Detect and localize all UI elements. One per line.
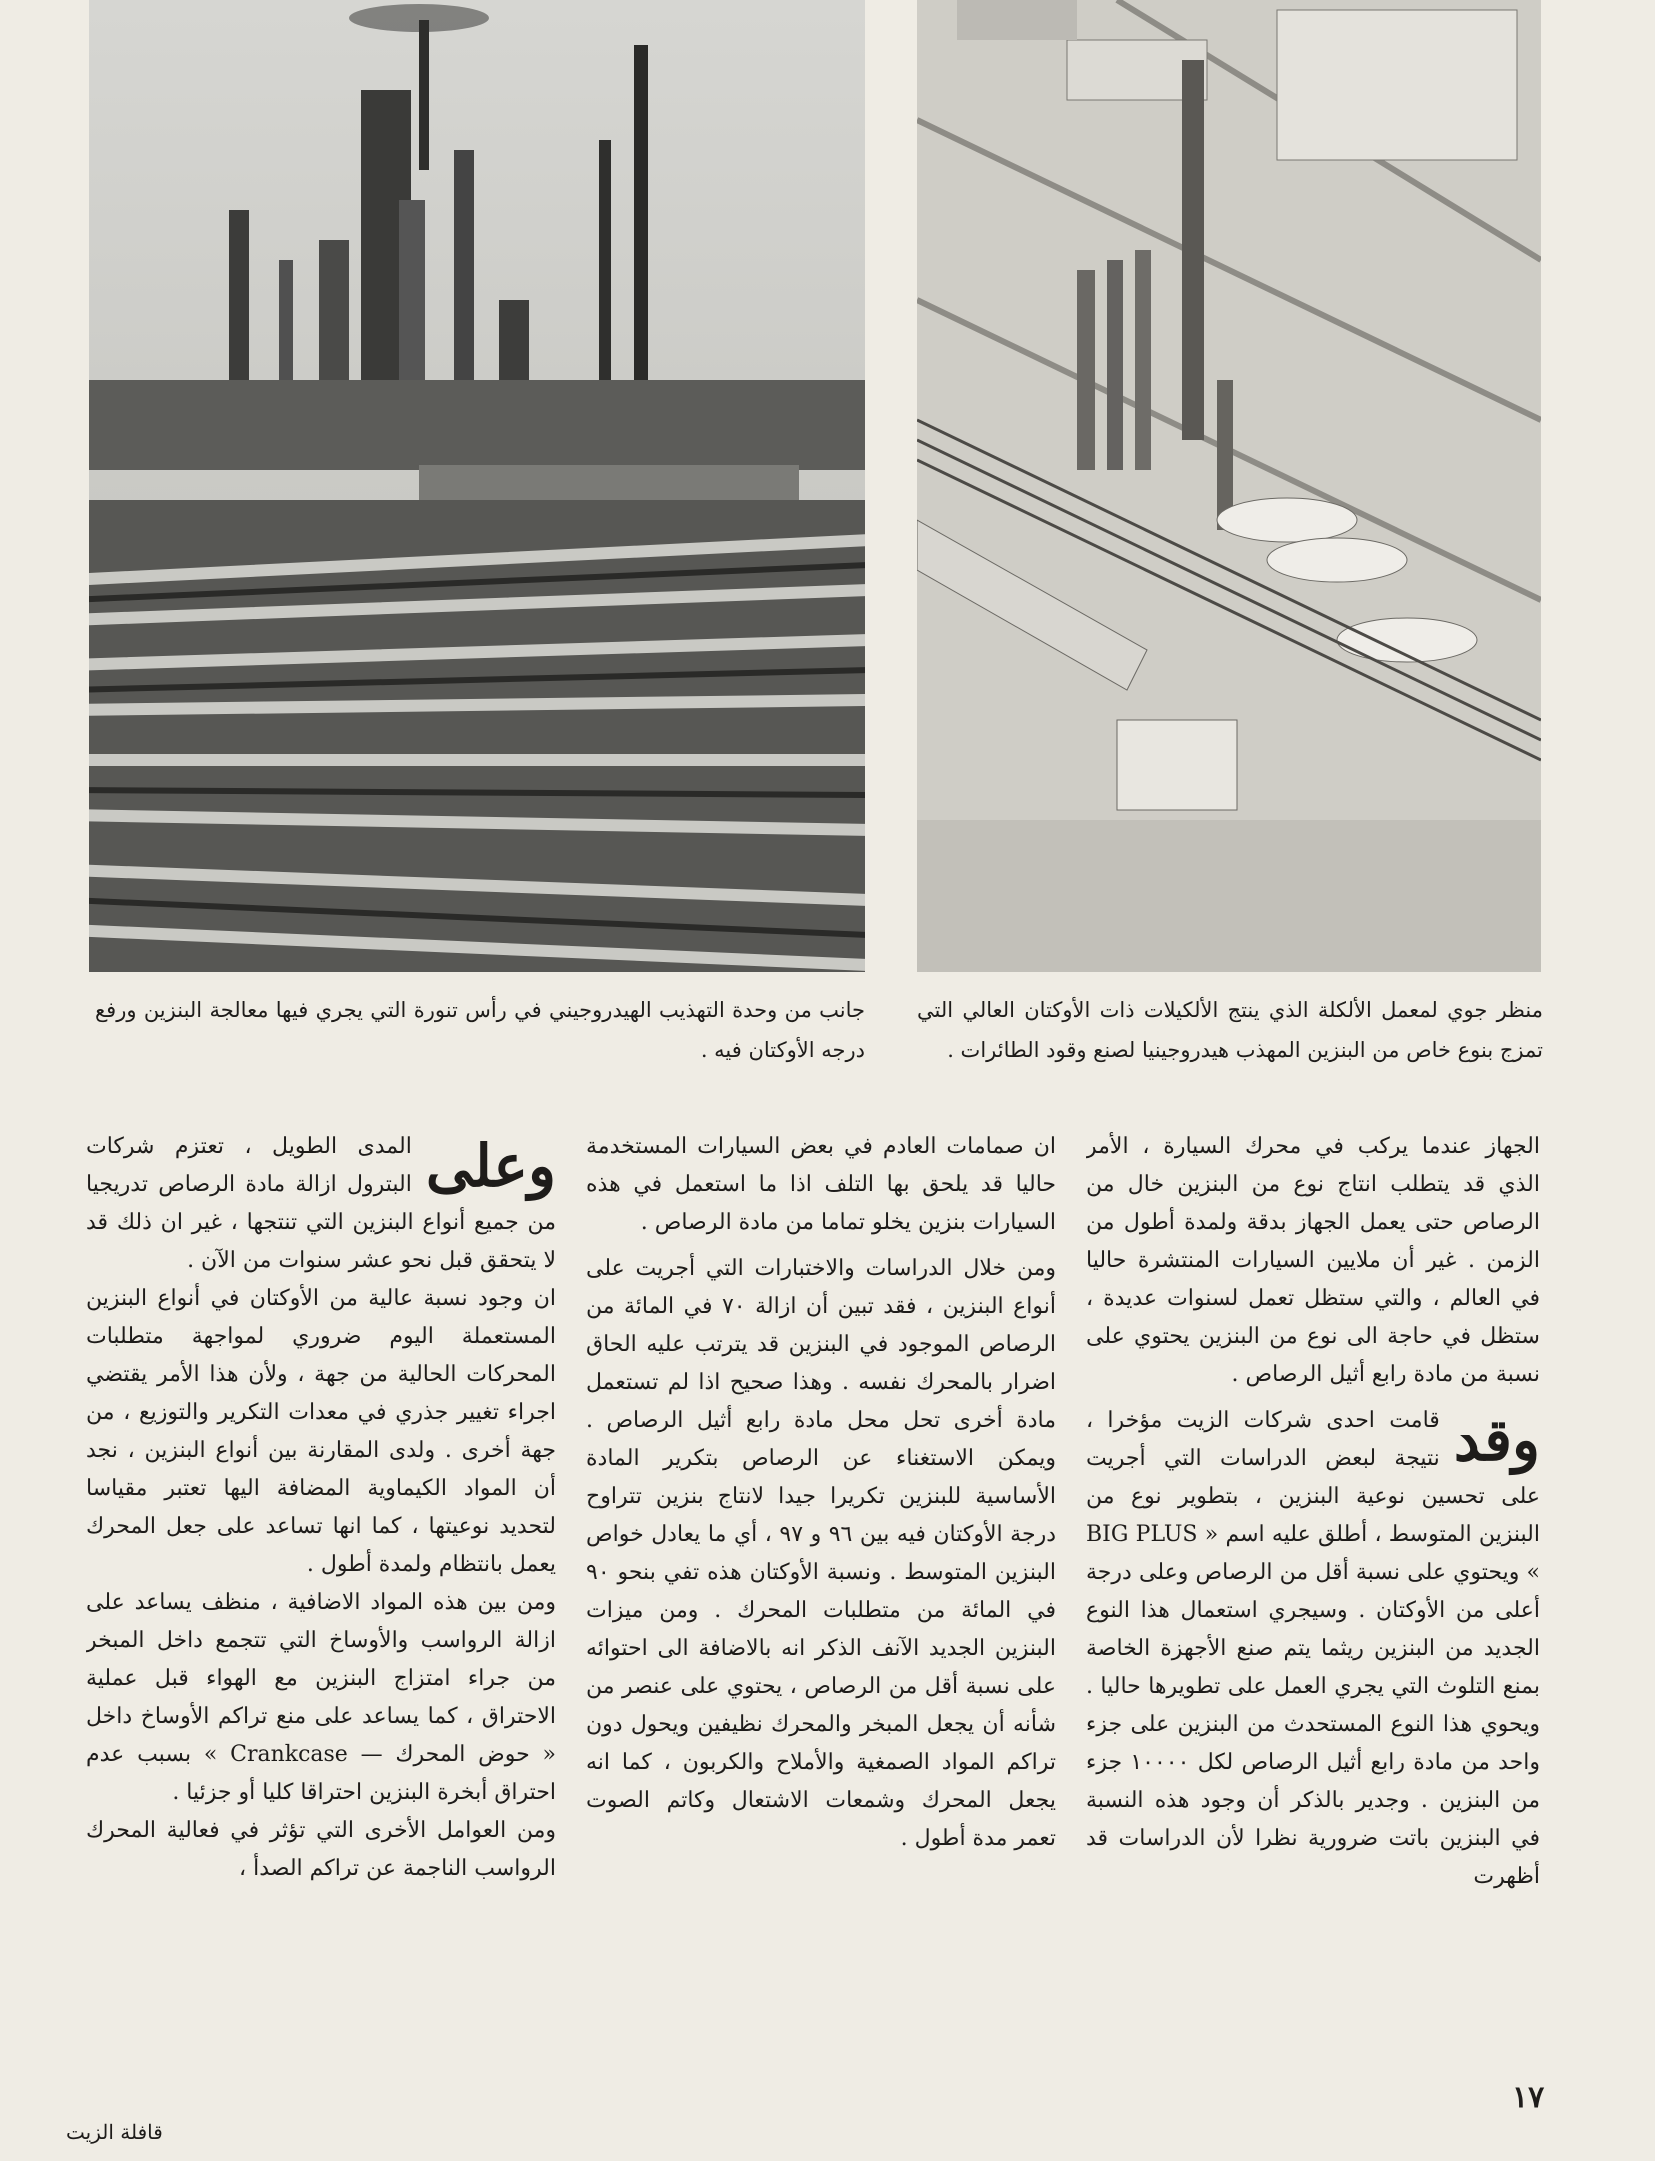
photo-caption-right: منظر جوي لمعمل الألكلة الذي ينتج الألكيلات ذات الأوكتان العالي التي تمزج بنوع خاص من البنزين المهذب هيدروجينيا لصنع وقود الطائرات . <box>917 998 1543 1062</box>
paragraph: ان وجود نسبة عالية من الأوكتان في أنواع البنزين المستعملة اليوم ضروري لمواجهة متطلبات المحركات الحالية من جهة ، ولأن هذا الأمر يقتضي اجراء تغيير جذري في معدات التكرير والتوزيع ، من جهة أخرى . ولدى المقارنة بين أنواع البنزين ، نجد أن المواد الكيماوية المضافة اليها تعتبر مقياسا لتحديد نوعيتها ، كما انها تساعد على جعل المحرك يعمل بانتظام ولمدة أطول . <box>86 1286 556 1577</box>
photo-hydrotreating-unit <box>89 0 865 972</box>
aerial-plant-illustration <box>917 0 1541 972</box>
paragraph: ومن بين هذه المواد الاضافية ، منظف يساعد على ازالة الرواسب والأوساخ التي تتجمع داخل المبخر من جراء امتزاج البنزين مع الهواء قبل عملية الاحتراق ، كما يساعد على منع تراكم الأوساخ داخل « حوض المحرك — Crankcase » بسبب عدم احتراق أبخرة البنزين احتراقا كليا أو جزئيا . <box>86 1590 556 1805</box>
article-column-right <box>1086 1128 1540 2028</box>
refinery-pipes-illustration <box>89 0 865 972</box>
paragraph: ان صمامات العادم في بعض السيارات المستخدمة حاليا قد يلحق بها التلف اذا ما استعمل في هذه السيارات بنزين يخلو تماما من مادة الرصاص . <box>586 1134 1056 1235</box>
magazine-name: قافلة الزيت <box>66 2120 163 2144</box>
photo-caption-left: جانب من وحدة التهذيب الهيدروجيني في رأس تنورة التي يجري فيها معالجة البنزين ورفع درجه الأوكتان فيه . <box>95 998 865 1062</box>
paragraph-text: المدى الطويل ، تعتزم شركات البترول ازالة مادة الرصاص تدريجيا من جميع أنواع البنزين التي تنتجها ، غير ان ذلك قد لا يتحقق قبل نحو عشر سنوات من الآن . <box>86 1134 556 1273</box>
paragraph-with-dropcap <box>86 1128 556 1280</box>
paragraph: الجهاز عندما يركب في محرك السيارة ، الأمر الذي قد يتطلب انتاج نوع من البنزين خال من الرصاص حتى يعمل الجهاز بدقة ولمدة أطول من الزمن . غير أن ملايين السيارات المنتشرة حاليا في العالم ، والتي ستظل تعمل لسنوات عديدة ، ستظل في حاجة الى نوع من البنزين يحتوي على نسبة من مادة رابع أثيل الرصاص . <box>1086 1134 1540 1387</box>
paragraph-with-dropcap <box>1086 1402 1540 1896</box>
paragraph: ومن العوامل الأخرى التي تؤثر في فعالية المحرك الرواسب الناجمة عن تراكم الصدأ ، <box>86 1818 556 1881</box>
paragraph: ومن خلال الدراسات والاختبارات التي أجريت على أنواع البنزين ، فقد تبين أن ازالة ٧٠ في المائة من الرصاص الموجود في البنزين قد يترتب عليه الحاق اضرار بالمحرك نفسه . وهذا صحيح اذا لم تستعمل مادة أخرى تحل محل مادة رابع أثيل الرصاص . ويمكن الاستغناء عن الرصاص بتكرير المادة الأساسية للبنزين تكريرا جيدا لانتاج بنزين تتراوح درجة الأوكتان فيه بين ٩٦ و ٩٧ ، أي ما يعادل خواص البنزين المتوسط . ونسبة الأوكتان هذه تفي بنحو ٩٠ في المائة من متطلبات المحرك . ومن ميزات البنزين الجديد الآنف الذكر انه بالاضافة الى احتوائه على نسبة أقل من الرصاص ، يحتوي على عنصر من شأنه أن يجعل المبخر والمحرك نظيفين ويحول دون تراكم المواد الصمغية والأملاح والكربون ، كما انه يجعل المحرك وشمعات الاشتعال وكاتم الصوت تعمر مدة أطول . <box>586 1256 1056 1851</box>
article-column-left <box>86 1128 556 2028</box>
article-column-middle <box>586 1128 1056 2028</box>
dropcap: وعلى <box>425 1132 556 1200</box>
photo-alkylation-plant-aerial <box>917 0 1541 972</box>
paragraph-text: قامت احدى شركات الزيت مؤخرا ، نتيجة لبعض الدراسات التي أجريت على تحسين نوعية البنزين ، بتطوير نوع من البنزين المتوسط ، أطلق عليه اسم « BIG PLUS » ويحتوي على نسبة أقل من الرصاص وعلى درجة أعلى من الأوكتان . وسيجري استعمال هذا النوع الجديد من البنزين ريثما يتم صنع الأجهزة الخاصة بمنع التلوث التي يجري العمل على تطويرها حاليا . ويحوي هذا النوع المستحدث من البنزين على جزء واحد من مادة رابع أثيل الرصاص لكل ١٠٠٠٠ جزء من البنزين . وجدير بالذكر أن وجود هذه النسبة في البنزين باتت ضرورية نظرا لأن الدراسات قد أظهرت <box>1086 1408 1540 1889</box>
page-number: ١٧ <box>1512 2080 1545 2115</box>
dropcap: وقد <box>1453 1406 1540 1474</box>
